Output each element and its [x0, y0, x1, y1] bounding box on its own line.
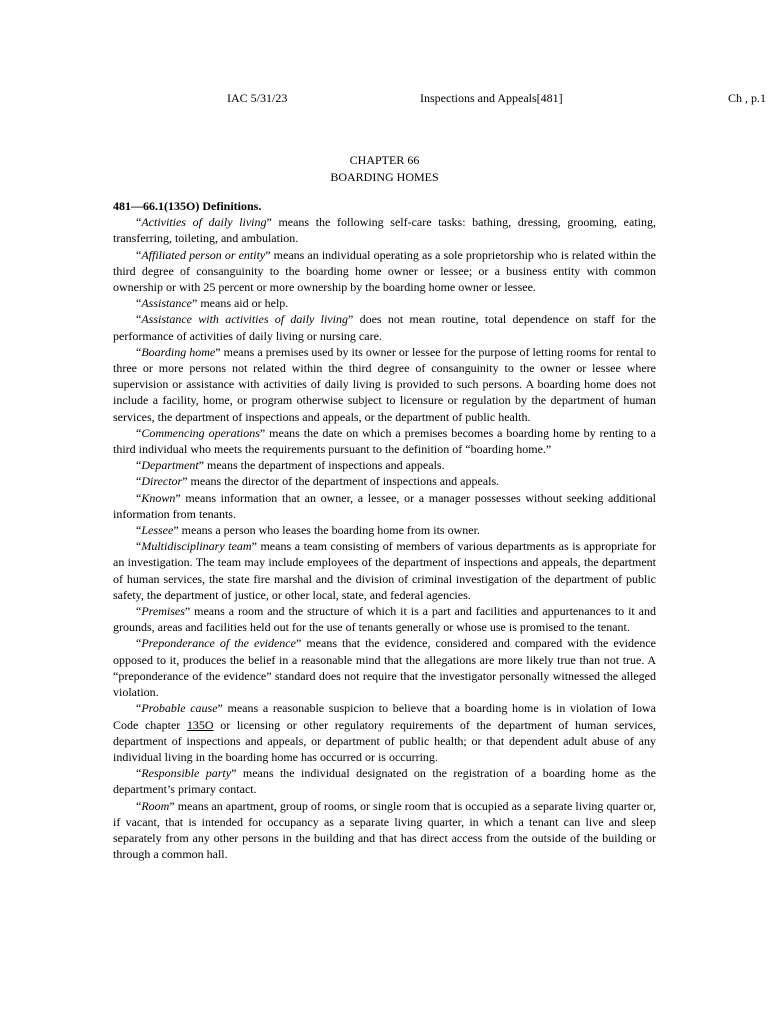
- definition-text: means information that an owner, a lessee, or a manager possesses without seeking additional information from tenants.: [113, 490, 656, 521]
- definition-item: “Preponderance of the evidence” means that the evidence, considered and compared with the evidence opposed to it, produces the belief in a reasonable mind that the allegations are more likely true than not true. A “preponderance of the evidence” standard does not require that the investigator personally witnessed the alleged violation.: [113, 636, 656, 700]
- definition-term: Multidisciplinary team: [141, 539, 252, 554]
- definition-term: Premises: [141, 604, 185, 619]
- definition-text: does not mean routine, total dependence on staff for the performance of activities of daily living or nursing care.: [113, 312, 656, 343]
- definition-term: Assistance: [141, 296, 192, 311]
- definition-item: “Affiliated person or entity” means an individual operating as a sole proprietorship who is related within the third degree of consanguinity to the boarding home owner or lessee; or a business entity with common ownership or with 25 percent or more ownership by the boarding home owner or lessee.: [113, 247, 656, 295]
- document-body: [113, 198, 656, 862]
- definition-term: Department: [141, 458, 199, 473]
- definition-term: Probable cause: [141, 701, 218, 716]
- definition-item: “Premises” means a room and the structure of which it is a part and facilities and appurtenances to it and grounds, areas and facilities held out for the use of tenants generally or whose use is promised to the tenant.: [113, 604, 656, 635]
- definition-text: means a reasonable suspicion to believe that a boarding home is in violation of Iowa Code chapter: [113, 701, 656, 732]
- chapter-number: CHAPTER 66: [349, 153, 420, 167]
- definition-text: means that the evidence, considered and compared with the evidence opposed to it, produces the belief in a reasonable mind that the allegations are more likely true than not true. A “preponderance of the evidence” standard does not require that the investigator personally witnessed the alleged violation.: [113, 636, 656, 700]
- definition-text: means the department of inspections and appeals.: [203, 458, 445, 473]
- definition-item: “Boarding home” means a premises used by its owner or lessee for the purpose of letting rooms for rental to three or more persons not related within the third degree of consanguinity to the owner or lessee where supervision or assistance with activities of daily living is provided to such persons. A boarding home does not include a facility, home, or program otherwise subject to licensure or regulation by the department of human services, the department of inspections and appeals, or the department of public health.: [113, 344, 656, 424]
- definition-item: “Assistance” means aid or help.: [136, 296, 289, 311]
- definition-text: means the director of the department of inspections and appeals.: [187, 474, 500, 489]
- definition-item: “Lessee” means a person who leases the boarding home from its owner.: [136, 523, 480, 538]
- definition-text: means the individual designated on the registration of a boarding home as the department’s primary contact.: [113, 766, 656, 797]
- definition-item: “Multidisciplinary team” means a team consisting of members of various departments as is appropriate for an investigation. The team may include employees of the department of inspections and appeals, the department of human services, the state fire marshal and the division of criminal investigation of the department of public safety, the department of justice, or other local, state, and federal agencies.: [113, 539, 656, 602]
- header-agency: Inspections and Appeals[481]: [420, 91, 563, 105]
- definition-item: “Probable cause” means a reasonable suspicion to believe that a boarding home is in violation of Iowa Code chapter 135O or licensing or other regulatory requirements of the department of human services, department of inspections and appeals, or department of public health; or that dependent adult abuse of any individual living in the boarding home has occurred or is occurring.: [113, 701, 656, 764]
- definition-term: Known: [141, 490, 176, 505]
- definition-text: means an apartment, group of rooms, or single room that is occupied as a separate living quarter or, if vacant, that is intended for occupancy as a separate living quarter, in which a tenant can live and sleep separately from any other persons in the building and that has direct access from the outside of the building or through a common hall.: [113, 798, 656, 862]
- definition-item: “Department” means the department of inspections and appeals.: [136, 458, 445, 473]
- definition-text: means a premises used by its owner or lessee for the purpose of letting rooms for rental to three or more persons not related within the third degree of consanguinity to the owner or lessee where supervision or assistance with activities of daily living is provided to such persons. A boarding home does not include a facility, home, or program otherwise subject to licensure or regulation by the department of human services, the department of inspections and appeals, or the department of public health.: [113, 344, 656, 424]
- chapter-title: BOARDING HOMES: [330, 169, 439, 184]
- definition-text: means a person who leases the boarding home from its owner.: [178, 523, 480, 538]
- rule-heading: 481—66.1(135O) Definitions.: [113, 199, 262, 213]
- chapter-135o-link[interactable]: 135O: [186, 717, 214, 732]
- definition-text: means aid or help.: [197, 296, 289, 311]
- definition-item: “Room” means an apartment, group of rooms, or single room that is occupied as a separate living quarter or, if vacant, that is intended for occupancy as a separate living quarter, in which a tenant can live and sleep separately from any other persons in the building and that has direct access from the outside of the building or through a common hall.: [113, 798, 656, 862]
- definition-text: means a team consisting of members of various departments as is appropriate for an investigation. The team may include employees of the department of inspections and appeals, the department of human services, the state fire marshal and the division of criminal investigation of the department of public safety, the department of justice, or other local, state, and federal agencies.: [113, 539, 656, 602]
- page-header: [0, 90, 770, 106]
- definition-term: Director: [141, 474, 183, 489]
- definition-term: Boarding home: [141, 344, 216, 359]
- definition-text: means an individual operating as a sole proprietorship who is related within the third degree of consanguinity to the boarding home owner or lessee; or a business entity with common ownership or with 25 percent or more ownership by the boarding home owner or lessee.: [113, 247, 656, 295]
- definition-term: Commencing operations: [141, 425, 260, 440]
- definition-term: Assistance with activities of daily living: [141, 312, 348, 327]
- definition-text: or licensing or other regulatory requirements of the department of human services, department of inspections and appeals, or department of public health; or that dependent adult abuse of any individual living in the boarding home has occurred or is occurring.: [113, 717, 656, 764]
- definition-text: means the date on which a premises becomes a boarding home by renting to a third individual who meets the requirements pursuant to the definition of “boarding home.”: [113, 425, 657, 457]
- definition-term: Activities of daily living: [141, 215, 267, 230]
- chapter-title-block: [113, 152, 656, 185]
- definition-item: “Responsible party” means the individual designated on the registration of a boarding home as the department’s primary contact.: [113, 766, 656, 797]
- definition-term: Affiliated person or entity: [141, 247, 266, 262]
- definition-text: means the following self-care tasks: bathing, dressing, grooming, eating, transferring, toileting, and ambulation.: [113, 215, 656, 246]
- definition-text: means a room and the structure of which it is a part and facilities and appurtenances to it and grounds, areas and facilities held out for the use of tenants generally or whose use is promised to the tenant.: [113, 604, 656, 635]
- definition-item: “Commencing operations” means the date on which a premises becomes a boarding home by renting to a third individual who meets the requirements pursuant to the definition of “boarding home.”: [113, 425, 657, 457]
- definition-item: “Activities of daily living” means the following self-care tasks: bathing, dressing, grooming, eating, transferring, toileting, and ambulation.: [113, 215, 656, 246]
- definition-term: Lessee: [141, 523, 174, 538]
- definition-term: Room: [141, 798, 170, 813]
- definition-item: “Known” means information that an owner, a lessee, or a manager possesses without seeking additional information from tenants.: [113, 490, 656, 521]
- definition-item: “Assistance with activities of daily living” does not mean routine, total dependence on staff for the performance of activities of daily living or nursing care.: [113, 312, 656, 343]
- definition-term: Responsible party: [141, 766, 232, 781]
- header-page: Ch , p.1: [728, 91, 767, 105]
- header-date: IAC 5/31/23: [227, 91, 288, 105]
- definition-item: “Director” means the director of the department of inspections and appeals.: [136, 474, 500, 489]
- definition-term: Preponderance of the evidence: [141, 636, 296, 651]
